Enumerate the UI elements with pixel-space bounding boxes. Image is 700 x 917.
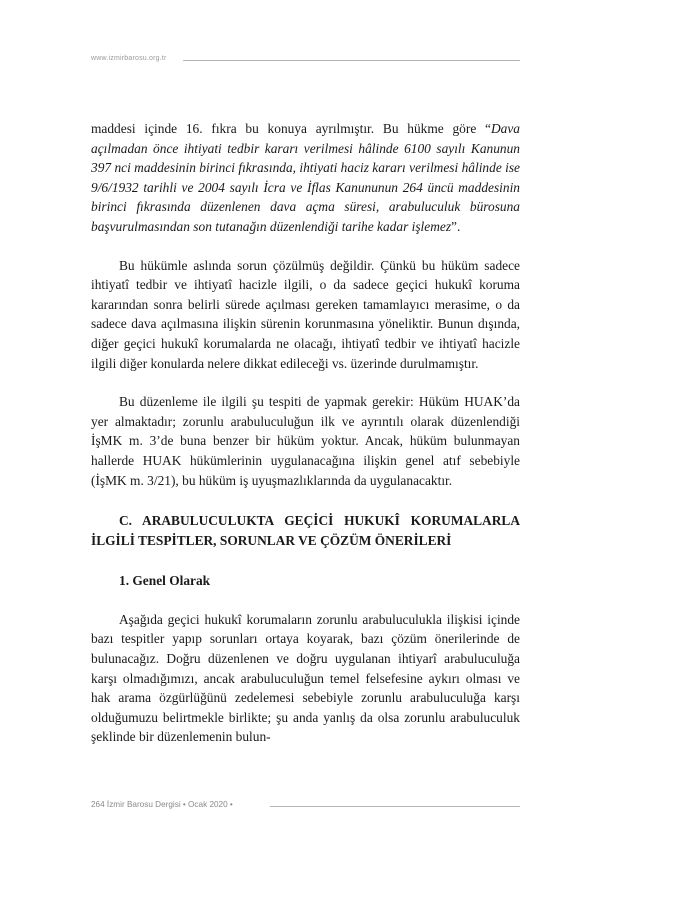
header-url: www.izmirbarosu.org.tr bbox=[91, 55, 167, 62]
paragraph-1-end: ”. bbox=[451, 218, 461, 234]
page-header bbox=[91, 55, 520, 67]
header-divider bbox=[183, 60, 520, 61]
footer-text: 264 İzmir Barosu Dergisi • Ocak 2020 • bbox=[91, 800, 233, 809]
paragraph-2: Bu hükümle aslında sorun çözülmüş değildir. Çünkü bu hüküm sadece ihtiyatî tedbir ve ihtiyatî hacizle ilgili, o da sadece geçici hukukî koruma kararından sonra belirli sürede açılması gereken tamamlayıcı merasime, o da sadece dava açılmasına ilişkin sürenin korunmasına yöneliktir. Bunun dışında, diğer geçici hukukî korumalarda ne olacağı, ihtiyatî tedbir ve ihtiyatî hacizle ilgili diğer konularda nelere dikkat edileceği vs. üzerinde durulmamıştır. bbox=[91, 257, 520, 371]
page-footer bbox=[91, 800, 520, 812]
paragraph-1 bbox=[91, 119, 520, 237]
paragraph-4: Aşağıda geçici hukukî korumaların zorunlu arabuluculukla ilişkisi içinde bazı tespitler yapıp sorunları ortaya koyarak, bazı çözüm önerilerinde de bulunacağız. Doğru düzenlenen ve doğru uygulanan ihtiyarî arabuluculuğa karşı olmadığımızı, ancak arabuluculuğun temel felsefesine aykırı olması ve hak arama özgürlüğünü zedelemesi sebebiyle zorunlu arabuluculuğa karşı olduğumuzu belirtmekle birlikte; şu anda yanlış da olsa zorunlu arabuluculuk şeklinde bir düzenlemenin bulun- bbox=[91, 611, 520, 745]
section-heading: C. ARABULUCULUKTA GEÇİCİ HUKUKÎ KORUMALARLA İLGİLİ TESPİTLER, SORUNLAR VE ÇÖZÜM ÖNERİLERİ bbox=[91, 513, 520, 548]
paragraph-3: Bu düzenleme ile ilgili şu tespiti de yapmak gerekir: Hüküm HUAK’da yer almaktadır; zorunlu arabuluculuğun ilk ve ayrıntılı olarak düzenlendiği İşMK m. 3’de buna benzer bir hüküm yoktur. Ancak, hüküm bulunmayan hallerde HUAK hükümlerinin uygulanacağına ilişkin genel atıf sebebiyle (İşMK m. 3/21), bu hüküm iş uyuşmazlıklarında da uygulanacaktır. bbox=[91, 394, 520, 488]
subsection-heading: 1. Genel Olarak bbox=[119, 573, 211, 589]
footer-divider bbox=[270, 806, 520, 807]
paragraph-1-start: maddesi içinde 16. fıkra bu konuya ayrılmıştır. Bu hükme göre “ bbox=[91, 121, 491, 136]
paragraph-1-quote: Dava açılmadan önce ihtiyati tedbir kararı verilmesi hâlinde 6100 sayılı Kanunun 397 nci maddesinin birinci fıkrasında, ihtiyati haciz kararı verilmesi hâlinde ise 9/6/1932 tarihli ve 2004 sayılı İcra ve İflas Kanununun 264 üncü maddesinin birinci fıkrasında düzenlenen dava açma süresi, arabuluculuk bürosuna başvurulmasından son tutanağın düzenlendiği tarihe kadar işlemez bbox=[91, 121, 520, 234]
page-content bbox=[91, 119, 520, 747]
